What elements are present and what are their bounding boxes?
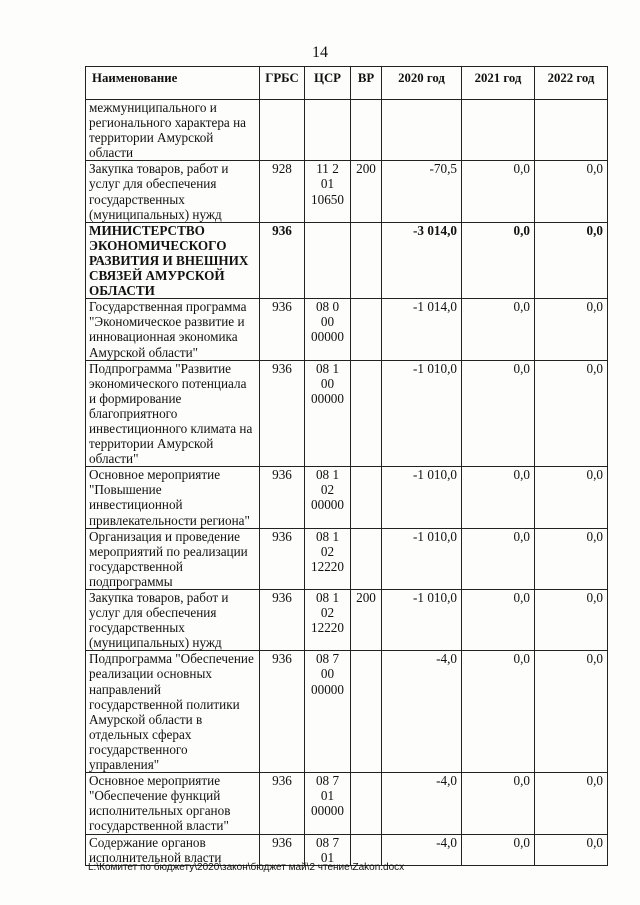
cell-y2022: 0,0	[535, 299, 608, 360]
cell-y2020: -1 010,0	[382, 590, 462, 651]
file-path-footer: L:\Комитет по бюджету\2020\закон\бюджет май\2 чтение\Zakon.docx	[88, 862, 405, 873]
table-row	[86, 100, 608, 161]
cell-vr	[351, 222, 382, 298]
cell-y2022: 0,0	[535, 651, 608, 773]
cell-vr: 200	[351, 161, 382, 222]
cell-y2020: -4,0	[382, 773, 462, 834]
cell-y2022: 0,0	[535, 773, 608, 834]
cell-y2020: -1 014,0	[382, 299, 462, 360]
cell-name: Закупка товаров, работ и услуг для обеспечения государственных (муниципальных) нужд	[86, 161, 260, 222]
cell-y2022: 0,0	[535, 528, 608, 589]
cell-vr: 200	[351, 590, 382, 651]
cell-y2021: 0,0	[462, 773, 535, 834]
cell-y2021: 0,0	[462, 222, 535, 298]
cell-name: Подпрограмма "Обеспечение реализации основных направлений государственной политики Амурской области в отдельных сферах государственного управления"	[86, 651, 260, 773]
cell-vr	[351, 360, 382, 467]
cell-grbs: 936	[260, 299, 305, 360]
cell-grbs: 928	[260, 161, 305, 222]
cell-csr	[305, 222, 351, 298]
header-name: Наименование	[86, 67, 260, 100]
cell-y2022: 0,0	[535, 590, 608, 651]
cell-name: Подпрограмма "Развитие экономического потенциала и формирование благоприятного инвестиционного климата на территории Амурской области"	[86, 360, 260, 467]
cell-csr: 08 1 02 12220	[305, 528, 351, 589]
header-2021: 2021 год	[462, 67, 535, 100]
table-row	[86, 651, 608, 773]
cell-name: межмуниципального и регионального характера на территории Амурской области	[86, 100, 260, 161]
cell-y2021: 0,0	[462, 299, 535, 360]
table-row	[86, 299, 608, 360]
header-2020: 2020 год	[382, 67, 462, 100]
header-vr: ВР	[351, 67, 382, 100]
cell-y2022: 0,0	[535, 467, 608, 528]
cell-vr	[351, 528, 382, 589]
cell-y2020: -1 010,0	[382, 360, 462, 467]
cell-y2020: -3 014,0	[382, 222, 462, 298]
cell-y2021: 0,0	[462, 528, 535, 589]
cell-name: Закупка товаров, работ и услуг для обеспечения государственных (муниципальных) нужд	[86, 590, 260, 651]
cell-csr	[305, 100, 351, 161]
cell-csr: 08 0 00 00000	[305, 299, 351, 360]
table-row	[86, 161, 608, 222]
cell-vr	[351, 299, 382, 360]
cell-y2022: 0,0	[535, 161, 608, 222]
page-number: 14	[312, 44, 328, 61]
cell-vr	[351, 834, 382, 865]
table-row	[86, 360, 608, 467]
cell-y2021: 0,0	[462, 590, 535, 651]
cell-grbs: 936	[260, 360, 305, 467]
cell-y2020: -4,0	[382, 651, 462, 773]
cell-vr	[351, 651, 382, 773]
cell-name: Содержание органов исполнительной власти	[86, 834, 260, 865]
cell-csr: 08 7 00 00000	[305, 651, 351, 773]
cell-name: Основное мероприятие "Повышение инвестиционной привлекательности региона"	[86, 467, 260, 528]
cell-name: МИНИСТЕРСТВО ЭКОНОМИЧЕСКОГО РАЗВИТИЯ И ВНЕШНИХ СВЯЗЕЙ АМУРСКОЙ ОБЛАСТИ	[86, 222, 260, 298]
cell-csr: 08 1 02 00000	[305, 467, 351, 528]
cell-y2022: 0,0	[535, 222, 608, 298]
cell-vr	[351, 467, 382, 528]
cell-name: Государственная программа "Экономическое развитие и инновационная экономика Амурской области"	[86, 299, 260, 360]
cell-y2021: 0,0	[462, 651, 535, 773]
cell-grbs: 936	[260, 528, 305, 589]
table-row	[86, 528, 608, 589]
cell-grbs: 936	[260, 773, 305, 834]
cell-name: Основное мероприятие "Обеспечение функций исполнительных органов государственной власти"	[86, 773, 260, 834]
table-body	[86, 100, 608, 866]
cell-grbs: 936	[260, 590, 305, 651]
cell-y2021: 0,0	[462, 360, 535, 467]
cell-y2020	[382, 100, 462, 161]
cell-grbs: 936	[260, 834, 305, 865]
table-header-row	[86, 67, 608, 100]
cell-y2021: 0,0	[462, 834, 535, 865]
table-row	[86, 222, 608, 298]
cell-y2022	[535, 100, 608, 161]
cell-grbs: 936	[260, 222, 305, 298]
cell-y2021	[462, 100, 535, 161]
table-row	[86, 467, 608, 528]
cell-csr: 08 1 00 00000	[305, 360, 351, 467]
cell-y2020: -70,5	[382, 161, 462, 222]
header-csr: ЦСР	[305, 67, 351, 100]
cell-csr: 08 1 02 12220	[305, 590, 351, 651]
cell-csr: 08 7 01 00000	[305, 773, 351, 834]
cell-name: Организация и проведение мероприятий по реализации государственной подпрограммы	[86, 528, 260, 589]
cell-y2021: 0,0	[462, 161, 535, 222]
header-2022: 2022 год	[535, 67, 608, 100]
cell-csr: 08 7 01	[305, 834, 351, 865]
cell-y2020: -1 010,0	[382, 528, 462, 589]
cell-vr	[351, 100, 382, 161]
budget-table	[85, 66, 608, 866]
cell-grbs: 936	[260, 651, 305, 773]
cell-csr: 11 2 01 10650	[305, 161, 351, 222]
cell-y2020: -4,0	[382, 834, 462, 865]
cell-grbs: 936	[260, 467, 305, 528]
cell-grbs	[260, 100, 305, 161]
cell-y2021: 0,0	[462, 467, 535, 528]
table-row	[86, 590, 608, 651]
cell-vr	[351, 773, 382, 834]
cell-y2022: 0,0	[535, 360, 608, 467]
table-row	[86, 834, 608, 865]
cell-y2022: 0,0	[535, 834, 608, 865]
table-row	[86, 773, 608, 834]
cell-y2020: -1 010,0	[382, 467, 462, 528]
header-grbs: ГРБС	[260, 67, 305, 100]
